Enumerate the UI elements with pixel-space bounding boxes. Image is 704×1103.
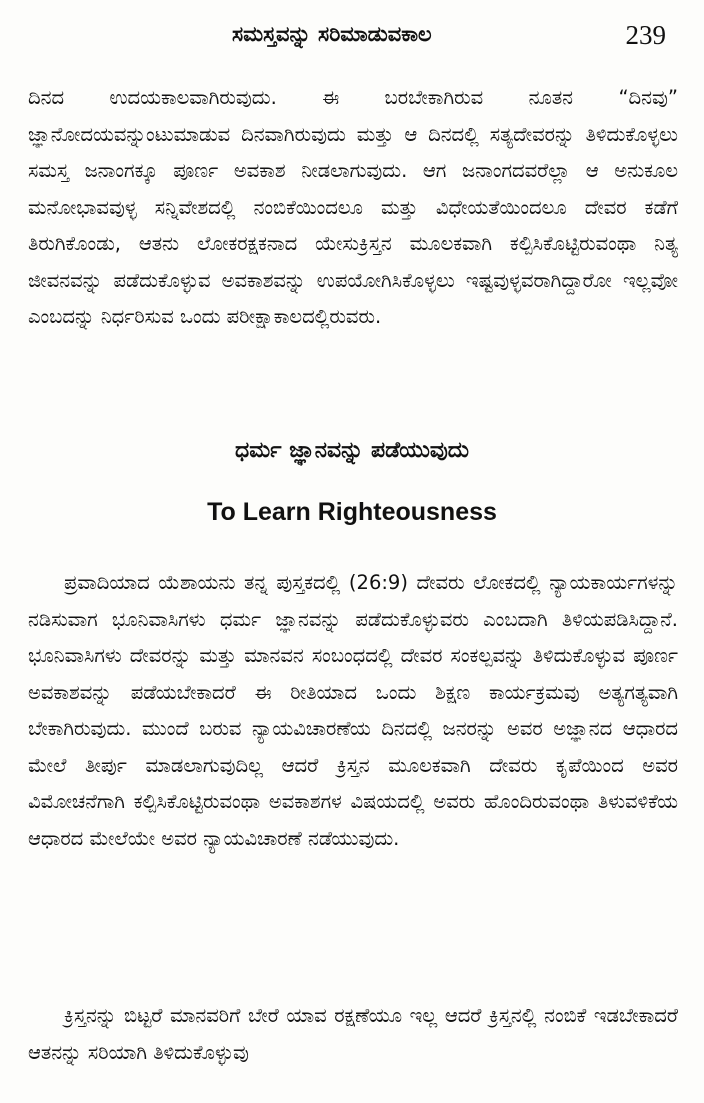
paragraph-1: ದಿನದ ಉದಯಕಾಲವಾಗಿರುವುದು. ಈ ಬರಬೇಕಾಗಿರುವ ನೂತನ “ದಿನವು” ಜ್ಞಾನೋದಯವನ್ನುಂಟುಮಾಡುವ ದಿನವಾಗಿರುವುದು ಮತ್ತು ಆ ದಿನದಲ್ಲಿ ಸತ್ಯದೇವರನ್ನು ತಿಳಿದುಕೊಳ್ಳಲು ಸಮಸ್ತ ಜನಾಂಗಕ್ಕೂ ಪೂರ್ಣ ಅವಕಾಶ ನೀಡಲಾಗುವುದು. ಆಗ ಜನಾಂಗದವರೆಲ್ಲಾ ಆ ಅನುಕೂಲ ಮನೋಭಾವವುಳ್ಳ ಸನ್ನಿವೇಶದಲ್ಲಿ ನಂಬಿಕೆಯಿಂದಲೂ ಮತ್ತು ವಿಧೇಯತೆಯಿಂದಲೂ ದೇವರ ಕಡೆಗೆ ತಿರುಗಿಕೊಂಡು, ಆತನು ಲೋಕರಕ್ಷಕನಾದ ಯೇಸುಕ್ರಿಸ್ತನ ಮೂಲಕವಾಗಿ ಕಲ್ಪಿಸಿಕೊಟ್ಟಿರುವಂಥಾ ನಿತ್ಯ ಜೀವನವನ್ನು ಪಡೆದುಕೊಳ್ಳುವ ಅವಕಾಶವನ್ನು ಉಪಯೋಗಿಸಿಕೊಳ್ಳಲು ಇಷ್ಟವುಳ್ಳವರಾಗಿದ್ದಾರೋ ಇಲ್ಲವೋ ಎಂಬದನ್ನು ನಿರ್ಧರಿಸುವ ಒಂದು ಪರೀಕ್ಷಾಕಾಲದಲ್ಲಿರುವರು. (28, 86, 678, 328)
section-heading-kannada: ಧರ್ಮ ಜ್ಞಾನವನ್ನು ಪಡೆಯುವುದು (235, 438, 469, 463)
paragraph-2: ಪ್ರವಾದಿಯಾದ ಯೆಶಾಯನು ತನ್ನ ಪುಸ್ತಕದಲ್ಲಿ (26:9) ದೇವರು ಲೋಕದಲ್ಲಿ ನ್ಯಾಯಕಾರ್ಯಗಳನ್ನು ನಡಿಸುವಾಗ ಭೂನಿವಾಸಿಗಳು ಧರ್ಮ ಜ್ಞಾನವನ್ನು ಪಡೆದುಕೊಳ್ಳುವರು ಎಂಬದಾಗಿ ತಿಳಿಯಪಡಿಸಿದ್ದಾನೆ. ಭೂನಿವಾಸಿಗಳು ದೇವರನ್ನು ಮತ್ತು ಮಾನವನ ಸಂಬಂಧದಲ್ಲಿ ದೇವರ ಸಂಕಲ್ಪವನ್ನು ತಿಳಿದುಕೊಳ್ಳುವ ಪೂರ್ಣ ಅವಕಾಶವನ್ನು ಪಡೆಯಬೇಕಾದರೆ ಈ ರೀತಿಯಾದ ಒಂದು ಶಿಕ್ಷಣ ಕಾರ್ಯಕ್ರಮವು ಅತ್ಯಗತ್ಯವಾಗಿ ಬೇಕಾಗಿರುವುದು. ಮುಂದೆ ಬರುವ ನ್ಯಾಯವಿಚಾರಣೆಯ ದಿನದಲ್ಲಿ ಜನರನ್ನು ಅವರ ಅಜ್ಞಾನದ ಆಧಾರದ ಮೇಲೆ ತೀರ್ಪು ಮಾಡಲಾಗುವುದಿಲ್ಲ ಆದರೆ ಕ್ರಿಸ್ತನ ಮೂಲಕವಾಗಿ ದೇವರು ಕೃಪೆಯಿಂದ ಅವರ ವಿಮೋಚನೆಗಾಗಿ ಕಲ್ಪಿಸಿಕೊಟ್ಟಿರುವಂಥಾ ಅವಕಾಶಗಳ ವಿಷಯದಲ್ಲಿ ಅವರು ಹೊಂದಿರುವಂಥಾ ತಿಳುವಳಿಕೆಯ ಆಧಾರದ ಮೇಲೆಯೇ ಅವರ ನ್ಯಾಯವಿಚಾರಣೆ ನಡೆಯುವುದು. (28, 571, 678, 850)
section-heading-english: To Learn Righteousness (207, 498, 497, 526)
running-head (0, 18, 704, 58)
running-title: ಸಮಸ್ತವನ್ನು ಸರಿಮಾಡುವಕಾಲ (232, 22, 432, 46)
paragraph-3: ಕ್ರಿಸ್ತನನ್ನು ಬಿಟ್ಟರೆ ಮಾನವರಿಗೆ ಬೇರೆ ಯಾವ ರಕ್ಷಣೆಯೂ ಇಲ್ಲ ಆದರೆ ಕ್ರಿಸ್ತನಲ್ಲಿ ನಂಬಿಕೆ ಇಡಬೇಕಾದರೆ ಆತನನ್ನು ಸರಿಯಾಗಿ ತಿಳಿದುಕೊಳ್ಳುವು (28, 1004, 678, 1064)
page-number: 239 (625, 20, 666, 50)
